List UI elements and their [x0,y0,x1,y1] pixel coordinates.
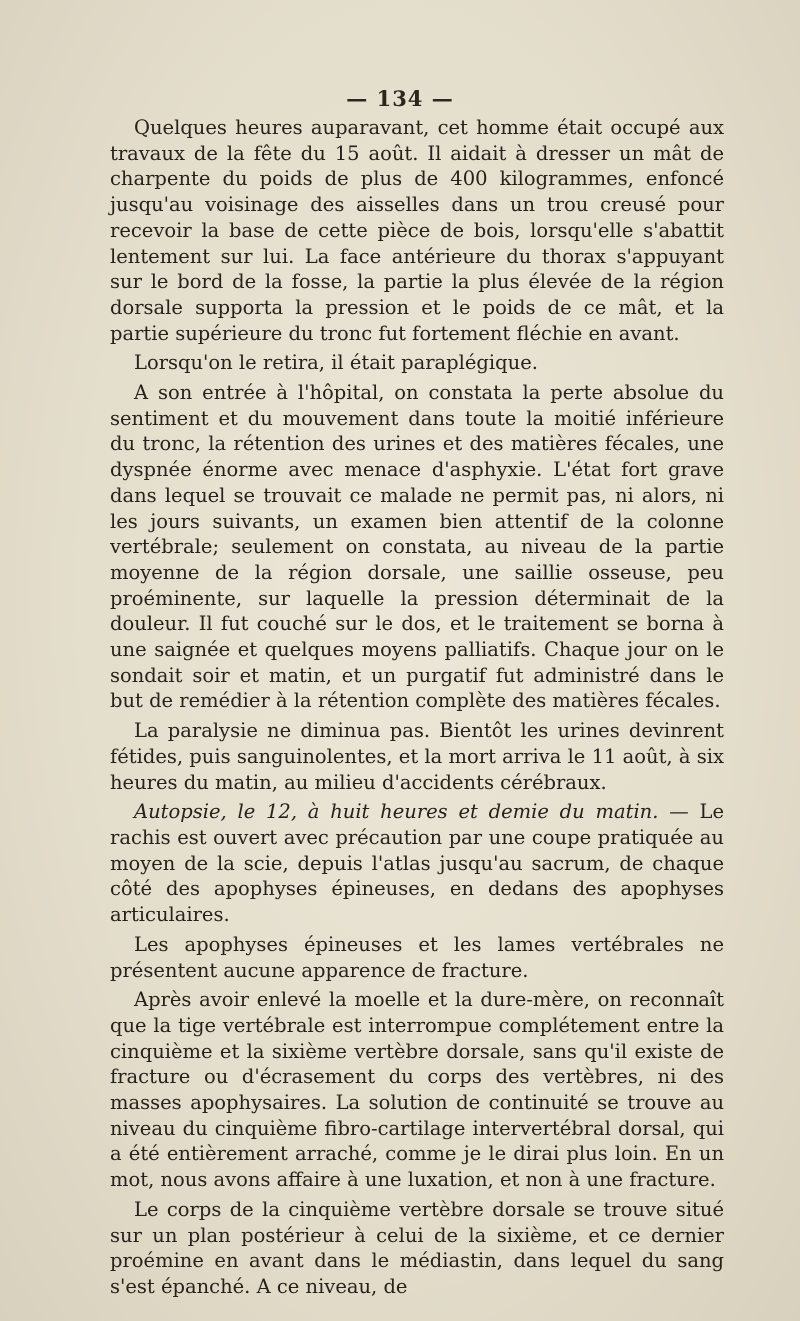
paragraph: Le corps de la cinquième vertèbre dorsale se trouve situé sur un plan postérieur à celui de la sixième, et ce dernier proémine en avant dans le médiastin, dans lequel du sang s'est épanché. A ce niveau, de [110,1197,724,1298]
paragraph: Quelques heures auparavant, cet homme était occupé aux travaux de la fête du 15 août. Il aidait à dresser un mât de charpente du poids de plus de 400 kilogrammes, enfoncé jusqu'au voisinage des aisselles dans un trou creusé pour recevoir la base de cette pièce de bois, lorsqu'elle s'abattit lentement sur lui. La face antérieure du thorax s'appuyant sur le bord de la fosse, la partie la plus élevée de la région dorsale supporta la pression et le poids de ce mât, et la partie supérieure du tronc fut fortement fléchie en avant. [110,116,724,345]
paragraph: La paralysie ne diminua pas. Bientôt les urines devinrent fétides, puis sanguinolentes, et la mort arriva le 11 août, à six heures du matin, au milieu d'accidents cérébraux. [110,719,724,794]
body-text [110,115,724,1304]
paragraph: Lorsqu'on le retira, il était paraplégique. [134,351,538,375]
page-number: — 134 — [346,86,454,111]
paragraph: A son entrée à l'hôpital, on constata la perte absolue du sentiment et du mouvement dans toute la moitié inférieure du tronc, la rétention des urines et des matières fécales, une dyspnée énorme avec menace d'asphyxie. L'état fort grave dans lequel se trouvait ce malade ne permit pas, ni alors, ni les jours suivants, un examen bien attentif de la colonne vertébrale; seulement on constata, au niveau de la partie moyenne de la région dorsale, une saillie osseuse, peu proéminente, sur laquelle la pression déterminait de la douleur. Il fut couché sur le dos, et le traitement se borna à une saignée et quelques moyens palliatifs. Chaque jour on le sondait soir et matin, et un purgatif fut administré dans le but de remédier à la rétention complète des matières fécales. [110,381,724,713]
autopsy-text: — Le rachis est ouvert avec précaution par une coupe pratiquée au moyen de la scie, depuis l'atlas jusqu'au sacrum, de chaque côté des apophyses épineuses, en dedans des apophyses articulaires. [110,800,724,927]
autopsy-heading: Autopsie, le 12, à huit heures et demie du matin. [134,800,659,824]
paragraph: Après avoir enlevé la moelle et la dure-mère, on reconnaît que la tige vertébrale est interrompue complétement entre la cinquième et la sixième vertèbre dorsale, sans qu'il existe de fracture ou d'écrasement du corps des vertèbres, ni des masses apophysaires. La solution de continuité se trouve au niveau du cinquième fibro-cartilage intervertébral dorsal, qui a été entièrement arraché, comme je le dirai plus loin. En un mot, nous avons affaire à une luxation, et non à une fracture. [110,988,724,1192]
paragraph: Les apophyses épineuses et les lames vertébrales ne présentent aucune apparence de fracture. [110,932,724,982]
autopsy-paragraph [110,799,724,928]
